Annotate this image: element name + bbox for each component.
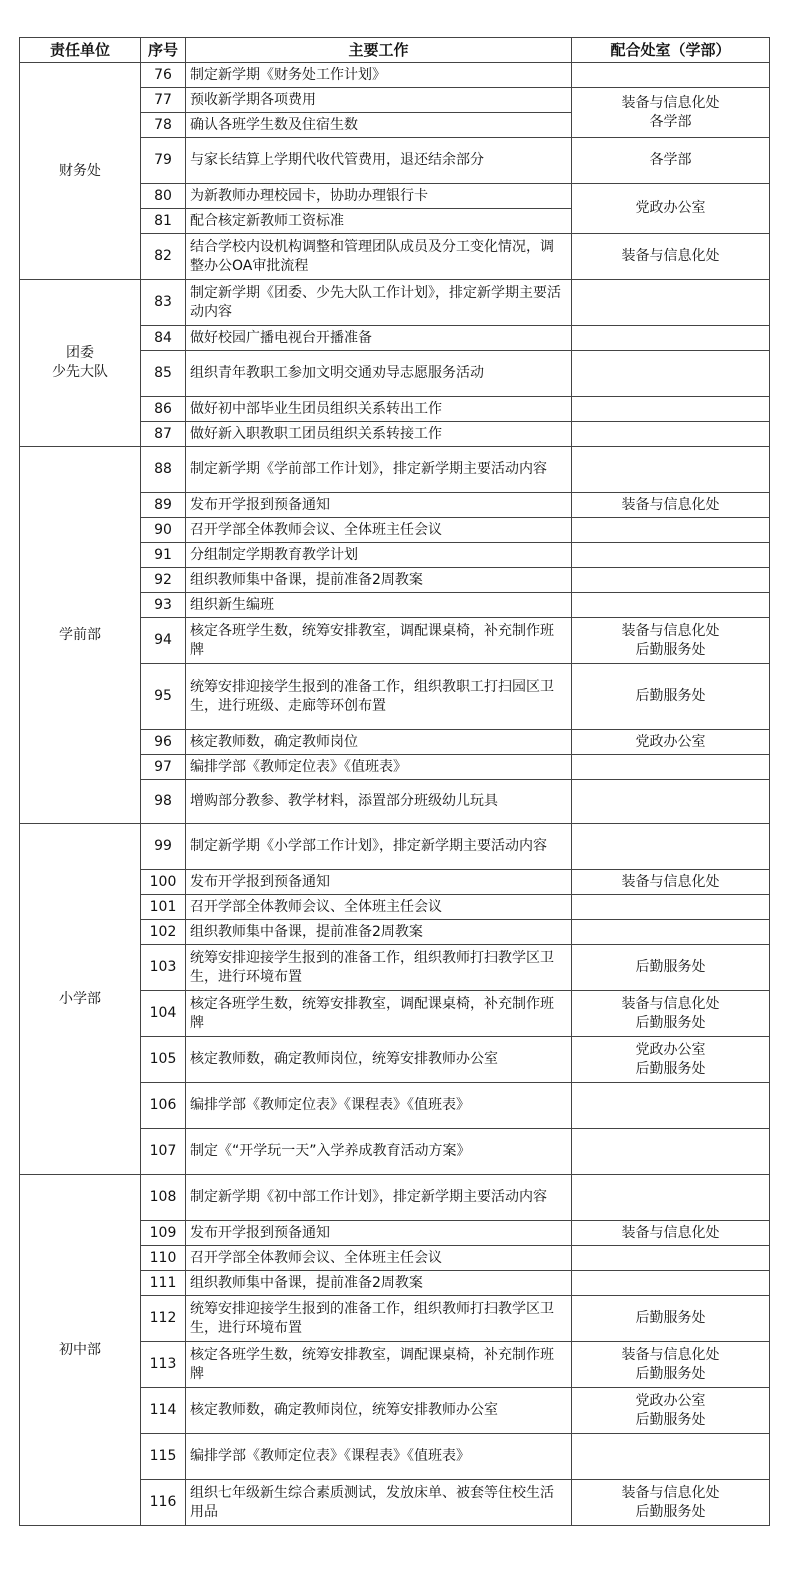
cooperating-office [572, 593, 770, 618]
task-number: 116 [141, 1480, 186, 1526]
cooperating-office-line: 后勤服务处 [635, 688, 706, 704]
cooperating-office [572, 945, 770, 991]
task-description: 分组制定学期教育教学计划 [186, 543, 572, 568]
task-number: 88 [141, 447, 186, 493]
responsible-unit-line: 学前部 [59, 626, 101, 643]
task-number: 79 [141, 138, 186, 184]
responsible-unit [20, 824, 141, 1175]
cooperating-office [572, 1342, 770, 1388]
header-responsible-unit: 责任单位 [20, 38, 141, 63]
task-description: 核定教师数，确定教师岗位，统筹安排教师办公室 [186, 1037, 572, 1083]
task-description: 增购部分教参、教学材料，添置部分班级幼儿玩具 [186, 780, 572, 824]
cooperating-office [572, 1221, 770, 1246]
cooperating-office-line: 党政办公室 [635, 733, 706, 750]
cooperating-office [572, 1175, 770, 1221]
task-description: 组织青年教职工参加文明交通劝导志愿服务活动 [186, 351, 572, 397]
cooperating-office [572, 1271, 770, 1296]
cooperating-office-line: 装备与信息化处 [621, 1346, 720, 1363]
cooperating-office-line: 后勤服务处 [635, 1365, 706, 1382]
cooperating-office [572, 234, 770, 280]
cooperating-office [572, 1388, 770, 1434]
responsible-unit-line: 初中部 [59, 1341, 101, 1358]
task-number: 76 [141, 63, 186, 88]
task-description: 配合核定新教师工资标准 [186, 209, 572, 234]
task-number: 85 [141, 351, 186, 397]
task-number: 101 [141, 895, 186, 920]
task-description: 核定各班学生数，统筹安排教室，调配课桌椅，补充制作班牌 [186, 1342, 572, 1388]
cooperating-office-line: 装备与信息化处 [621, 622, 720, 639]
cooperating-office [572, 1296, 770, 1342]
task-number: 108 [141, 1175, 186, 1221]
table-row [20, 280, 770, 326]
cooperating-office [572, 824, 770, 870]
responsible-unit-line: 小学部 [59, 990, 101, 1007]
task-number: 99 [141, 824, 186, 870]
task-description: 做好新入职教职工团员组织关系转接工作 [186, 422, 572, 447]
cooperating-office [572, 1246, 770, 1271]
task-description: 统筹安排迎接学生报到的准备工作，组织教职工打扫园区卫生，进行班级、走廊等环创布置 [186, 664, 572, 730]
cooperating-office-line: 装备与信息化处 [621, 873, 720, 890]
task-number: 106 [141, 1083, 186, 1129]
task-number: 114 [141, 1388, 186, 1434]
table-row [20, 824, 770, 870]
cooperating-office-line: 后勤服务处 [635, 959, 706, 975]
task-number: 111 [141, 1271, 186, 1296]
cooperating-office [572, 755, 770, 780]
task-number: 91 [141, 543, 186, 568]
responsible-unit [20, 63, 141, 280]
task-description: 结合学校内设机构调整和管理团队成员及分工变化情况，调整办公OA审批流程 [186, 234, 572, 280]
task-description: 编排学部《教师定位表》《课程表》《值班表》 [186, 1434, 572, 1480]
header-main-work: 主要工作 [186, 38, 572, 63]
cooperating-office [572, 895, 770, 920]
task-number: 105 [141, 1037, 186, 1083]
task-description: 组织教师集中备课，提前准备2周教案 [186, 1271, 572, 1296]
task-number: 102 [141, 920, 186, 945]
cooperating-office-line: 装备与信息化处 [621, 94, 720, 111]
task-number: 77 [141, 88, 186, 113]
task-description: 制定新学期《初中部工作计划》，排定新学期主要活动内容 [186, 1175, 572, 1221]
responsible-unit [20, 447, 141, 824]
task-number: 81 [141, 209, 186, 234]
task-number: 113 [141, 1342, 186, 1388]
cooperating-office-line: 后勤服务处 [635, 641, 706, 658]
task-description: 组织教师集中备课，提前准备2周教案 [186, 568, 572, 593]
task-number: 83 [141, 280, 186, 326]
task-number: 100 [141, 870, 186, 895]
cooperating-office [572, 730, 770, 755]
task-description: 编排学部《教师定位表》《课程表》《值班表》 [186, 1083, 572, 1129]
task-description: 制定新学期《团委、少先大队工作计划》，排定新学期主要活动内容 [186, 280, 572, 326]
cooperating-office [572, 63, 770, 88]
cooperating-office-line: 后勤服务处 [635, 1014, 706, 1031]
cooperating-office-line: 装备与信息化处 [621, 1484, 720, 1501]
cooperating-office [572, 1434, 770, 1480]
task-description: 确认各班学生数及住宿生数 [186, 113, 572, 138]
header-number: 序号 [141, 38, 186, 63]
cooperating-office [572, 280, 770, 326]
cooperating-office-line: 后勤服务处 [635, 1060, 706, 1077]
cooperating-office [572, 326, 770, 351]
task-description: 核定各班学生数，统筹安排教室，调配课桌椅，补充制作班牌 [186, 991, 572, 1037]
cooperating-office-line: 党政办公室 [635, 1041, 706, 1058]
cooperating-office [572, 1083, 770, 1129]
task-number: 78 [141, 113, 186, 138]
task-description: 核定各班学生数，统筹安排教室，调配课桌椅，补充制作班牌 [186, 618, 572, 664]
task-number: 97 [141, 755, 186, 780]
task-number: 115 [141, 1434, 186, 1480]
task-number: 92 [141, 568, 186, 593]
cooperating-office-line: 后勤服务处 [635, 1411, 706, 1428]
cooperating-office [572, 88, 770, 138]
cooperating-office-line: 装备与信息化处 [621, 248, 720, 264]
task-number: 89 [141, 493, 186, 518]
responsible-unit [20, 1175, 141, 1526]
task-description: 组织新生编班 [186, 593, 572, 618]
cooperating-office [572, 422, 770, 447]
cooperating-office [572, 991, 770, 1037]
task-description: 召开学部全体教师会议、全体班主任会议 [186, 1246, 572, 1271]
task-description: 召开学部全体教师会议、全体班主任会议 [186, 518, 572, 543]
task-description: 做好校园广播电视台开播准备 [186, 326, 572, 351]
task-number: 80 [141, 184, 186, 209]
responsible-unit-line: 团委 [66, 345, 94, 361]
cooperating-office [572, 493, 770, 518]
task-description: 制定《“开学玩一天”入学养成教育活动方案》 [186, 1129, 572, 1175]
task-description: 预收新学期各项费用 [186, 88, 572, 113]
task-number: 82 [141, 234, 186, 280]
task-number: 95 [141, 664, 186, 730]
table-row [20, 63, 770, 88]
cooperating-office [572, 780, 770, 824]
cooperating-office [572, 543, 770, 568]
task-description: 制定新学期《学前部工作计划》，排定新学期主要活动内容 [186, 447, 572, 493]
task-number: 84 [141, 326, 186, 351]
cooperating-office [572, 664, 770, 730]
task-description: 核定教师数，确定教师岗位 [186, 730, 572, 755]
task-description: 制定新学期《小学部工作计划》，排定新学期主要活动内容 [186, 824, 572, 870]
cooperating-office-line: 装备与信息化处 [621, 995, 720, 1012]
table-row [20, 1175, 770, 1221]
cooperating-office [572, 920, 770, 945]
task-description: 发布开学报到预备通知 [186, 493, 572, 518]
cooperating-office [572, 447, 770, 493]
task-number: 110 [141, 1246, 186, 1271]
responsible-unit-line: 少先大队 [52, 364, 108, 380]
task-number: 87 [141, 422, 186, 447]
cooperating-office [572, 618, 770, 664]
responsible-unit [20, 280, 141, 447]
task-description: 统筹安排迎接学生报到的准备工作，组织教师打扫教学区卫生，进行环境布置 [186, 1296, 572, 1342]
cooperating-office [572, 568, 770, 593]
header-cooperating-office: 配合处室（学部） [572, 38, 770, 63]
cooperating-office-line: 各学部 [649, 152, 692, 168]
task-description: 统筹安排迎接学生报到的准备工作，组织教师打扫教学区卫生，进行环境布置 [186, 945, 572, 991]
task-number: 109 [141, 1221, 186, 1246]
cooperating-office-line: 党政办公室 [635, 1392, 706, 1409]
cooperating-office-line: 后勤服务处 [635, 1503, 706, 1520]
cooperating-office [572, 138, 770, 184]
task-description: 编排学部《教师定位表》《值班表》 [186, 755, 572, 780]
table-body [20, 63, 770, 1526]
task-number: 93 [141, 593, 186, 618]
cooperating-office [572, 870, 770, 895]
cooperating-office-line: 装备与信息化处 [621, 1224, 720, 1241]
task-number: 96 [141, 730, 186, 755]
cooperating-office [572, 1129, 770, 1175]
task-number: 104 [141, 991, 186, 1037]
cooperating-office-line: 党政办公室 [635, 200, 706, 216]
cooperating-office-line: 后勤服务处 [635, 1310, 706, 1326]
cooperating-office [572, 397, 770, 422]
task-description: 制定新学期《财务处工作计划》 [186, 63, 572, 88]
cooperating-office [572, 184, 770, 234]
task-number: 86 [141, 397, 186, 422]
cooperating-office [572, 1037, 770, 1083]
task-description: 核定教师数，确定教师岗位，统筹安排教师办公室 [186, 1388, 572, 1434]
cooperating-office [572, 351, 770, 397]
task-number: 94 [141, 618, 186, 664]
task-description: 做好初中部毕业生团员组织关系转出工作 [186, 397, 572, 422]
responsible-unit-line: 财务处 [59, 162, 101, 179]
header-row [20, 38, 770, 63]
cooperating-office-line: 各学部 [649, 113, 692, 130]
table-row [20, 447, 770, 493]
task-description: 为新教师办理校园卡，协助办理银行卡 [186, 184, 572, 209]
task-description: 发布开学报到预备通知 [186, 870, 572, 895]
task-number: 107 [141, 1129, 186, 1175]
task-number: 98 [141, 780, 186, 824]
task-number: 90 [141, 518, 186, 543]
task-number: 112 [141, 1296, 186, 1342]
task-description: 与家长结算上学期代收代管费用，退还结余部分 [186, 138, 572, 184]
cooperating-office [572, 518, 770, 543]
cooperating-office [572, 1480, 770, 1526]
task-description: 组织七年级新生综合素质测试，发放床单、被套等住校生活用品 [186, 1480, 572, 1526]
task-description: 组织教师集中备课，提前准备2周教案 [186, 920, 572, 945]
task-number: 103 [141, 945, 186, 991]
task-description: 发布开学报到预备通知 [186, 1221, 572, 1246]
task-description: 召开学部全体教师会议、全体班主任会议 [186, 895, 572, 920]
work-plan-table [19, 37, 770, 1526]
cooperating-office-line: 装备与信息化处 [621, 496, 720, 513]
